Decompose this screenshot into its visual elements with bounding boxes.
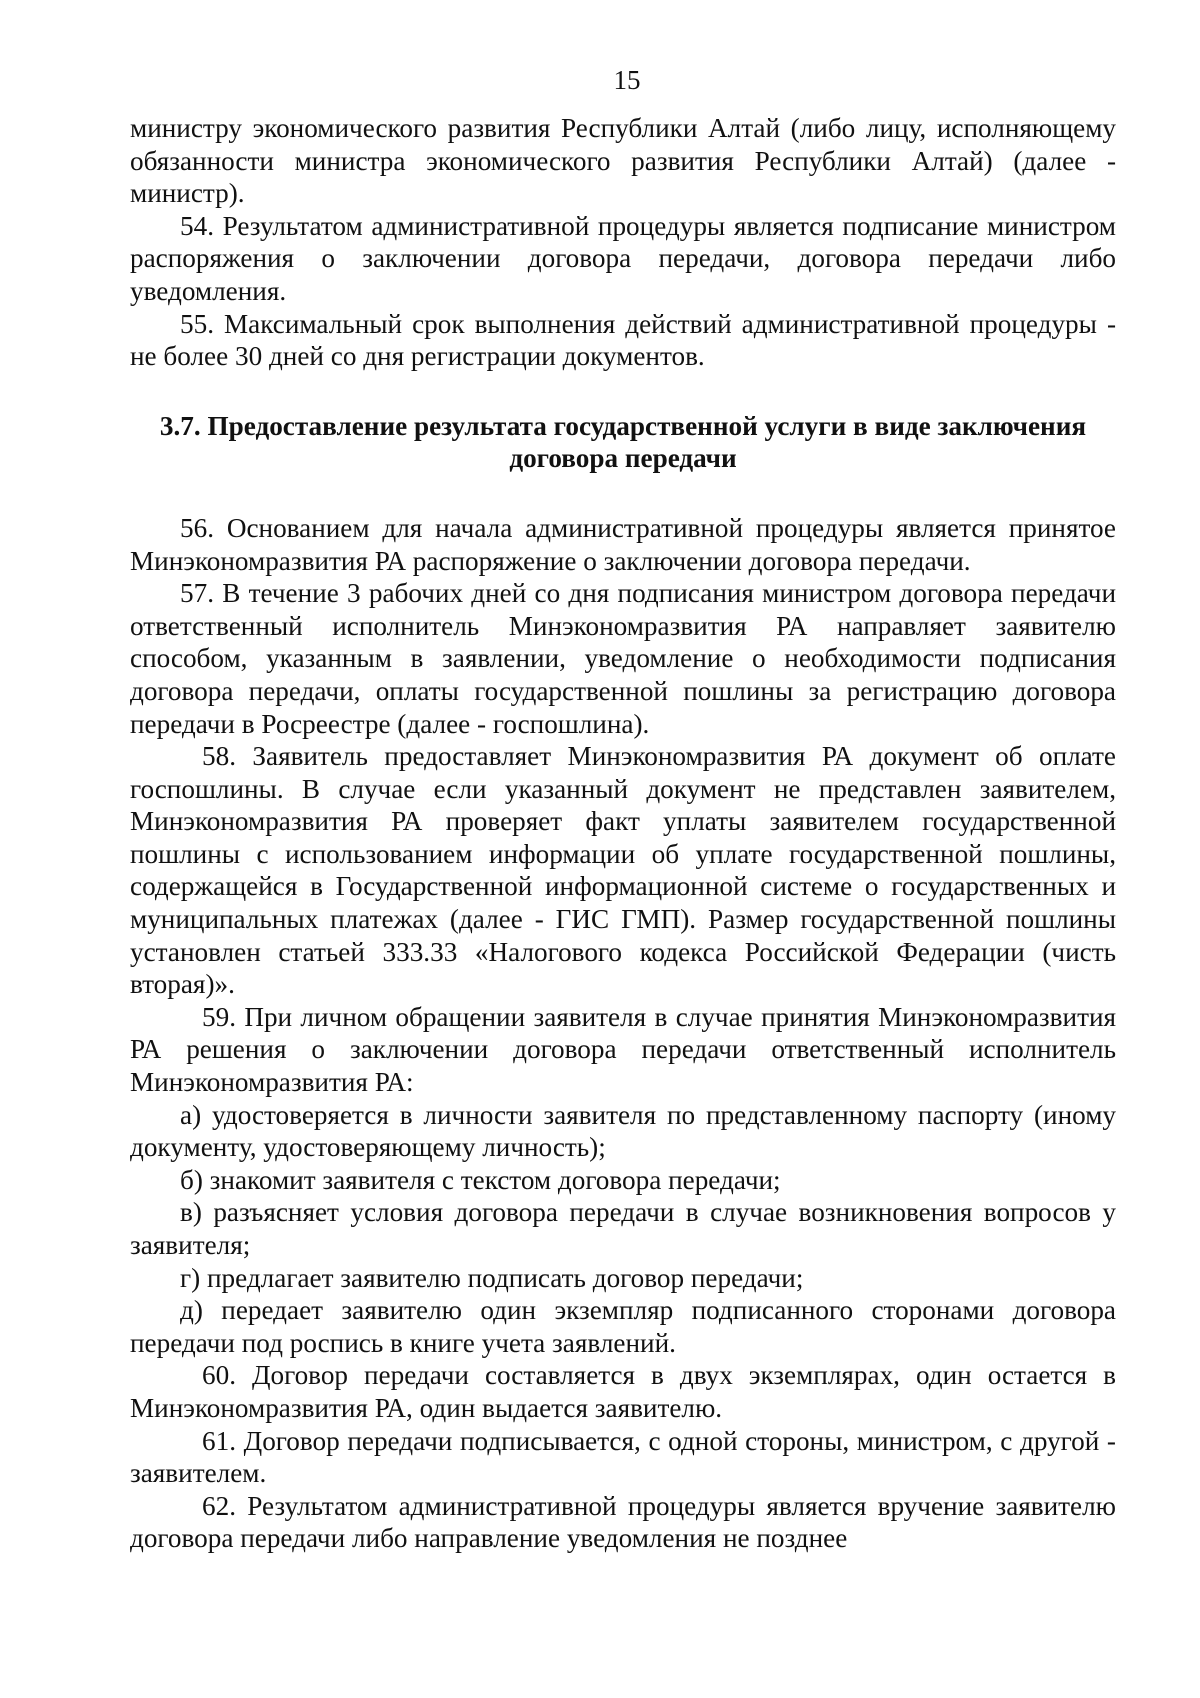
section-title: 3.7. Предоставление результата государственной услуги в виде заключения договора передачи — [159, 410, 1087, 474]
paragraph-54: 54. Результатом административной процедуры является подписание министром распоряжения о заключении договора передачи, договора передачи либо уведомления. — [130, 210, 1116, 306]
list-item-d: д) передает заявителю один экземпляр подписанного сторонами договора передачи под роспись в книге учета заявлений. — [130, 1295, 1116, 1358]
paragraph-continuation: министру экономического развития Республики Алтай (либо лицу, исполняющему обязанности министра экономического развития Республики Алтай) (далее - министр). — [130, 113, 1116, 209]
paragraph-55: 55. Максимальный срок выполнения действий административной процедуры - не более 30 дней со дня регистрации документов. — [130, 308, 1116, 372]
paragraph-56: 56. Основанием для начала административной процедуры является принятое Минэкономразвития РА распоряжение о заключении договора передачи. — [130, 512, 1116, 576]
document-page — [130, 64, 1116, 1555]
list-item-b: б) знакомит заявителя с текстом договора передачи; — [180, 1164, 781, 1195]
list-item-g: г) предлагает заявителю подписать договор передачи; — [180, 1262, 804, 1293]
page-number: 15 — [613, 65, 641, 95]
paragraph-58: 58. Заявитель предоставляет Минэкономразвития РА документ об оплате госпошлины. В случае если указанный документ не представлен заявителем, Минэкономразвития РА проверяет факт уплаты заявителем государственной пошлины с использованием информации об уплате государственной пошлины, содержащейся в Государственной информационной системе о государственных и муниципальных платежах (далее - ГИС ГМП). Размер государственной пошлины установлен статьей 333.33 «Налогового кодекса Российской Федерации (чисть вторая)». — [130, 741, 1116, 1000]
paragraph-57: 57. В течение 3 рабочих дней со дня подписания министром договора передачи ответственный исполнитель Минэкономразвития РА направляет заявителю способом, указанным в заявлении, уведомление о необходимости подписания договора передачи, оплаты государственной пошлины за регистрацию договора передачи в Росреестре (далее - госпошлина). — [130, 578, 1116, 739]
paragraph-59: 59. При личном обращении заявителя в случае принятия Минэкономразвития РА решения о заключении договора передачи ответственный исполнитель Минэкономразвития РА: — [130, 1001, 1116, 1098]
list-item-a: а) удостоверяется в личности заявителя по представленному паспорту (иному документу, удостоверяющему личность); — [130, 1099, 1116, 1163]
paragraph-62: 62. Результатом административной процедуры является вручение заявителю договора передачи либо направление уведомления не позднее — [130, 1490, 1116, 1554]
paragraph-61: 61. Договор передачи подписывается, с одной стороны, министром, с другой - заявителем. — [130, 1425, 1116, 1489]
paragraph-60: 60. Договор передачи составляется в двух экземплярах, один остается в Минэкономразвития РА, один выдается заявителю. — [130, 1360, 1116, 1423]
list-item-v: в) разъясняет условия договора передачи в случае возникновения вопросов у заявителя; — [130, 1197, 1116, 1260]
